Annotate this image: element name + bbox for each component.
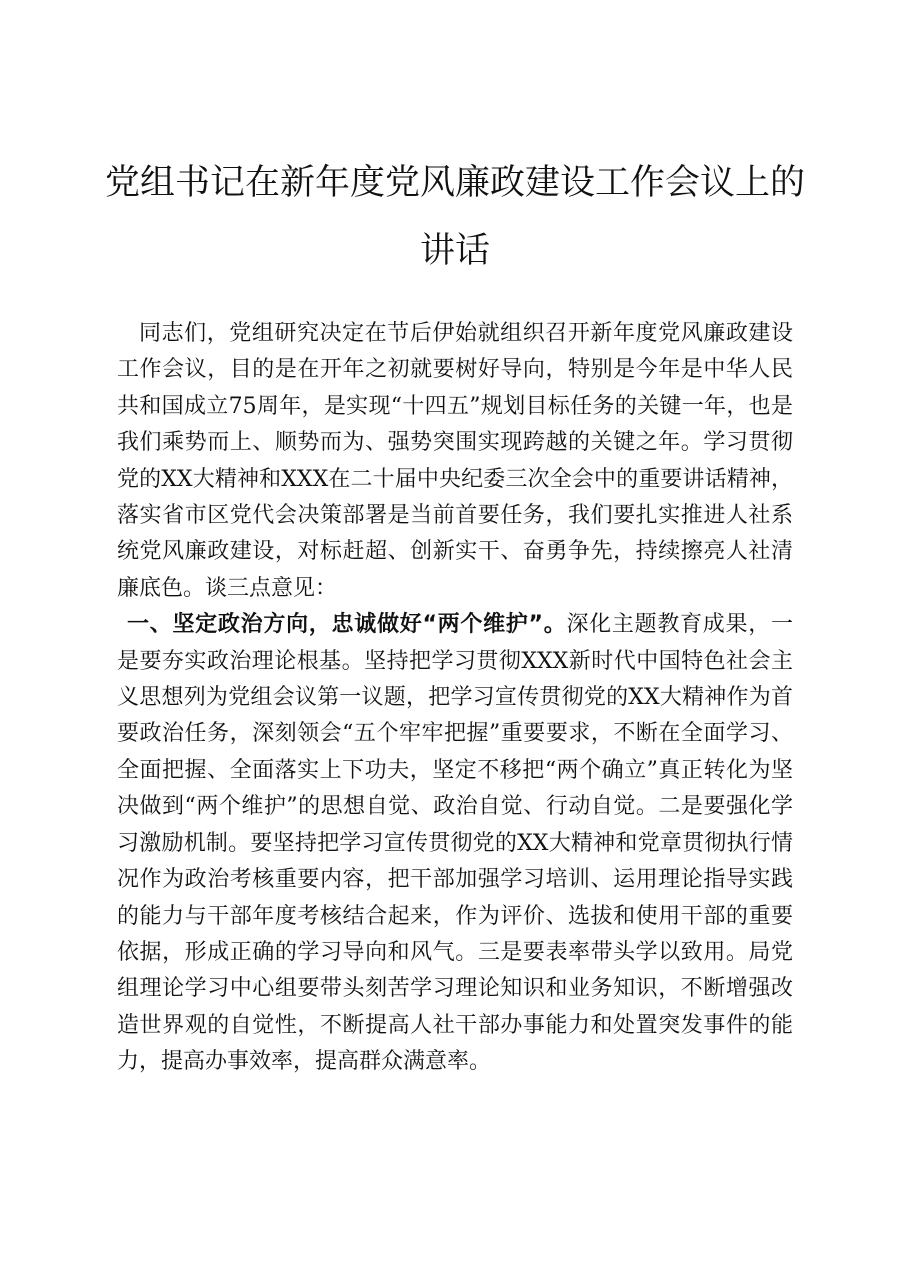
section-1-body: 深化主题教育成果，一是要夯实政治理论根基。坚持把学习贯彻XXX新时代中国特色社会主义思想列为党组会议第一议题，把学习宣传贯彻党的XX大精神作为首要政治任务，深刻领会“五个牢牢把握”重要要求，不断在全面学习、全面把握、全面落实上下功夫，坚定不移把“两个确立”真正转化为坚决做到“两个维护”的思想自觉、政治自觉、行动自觉。二是要强化学习激励机制。要坚持把学习宣传贯彻党的XX大精神和党章贯彻执行情况作为政治考核重要内容，把干部加强学习培训、运用理论指导实践的能力与干部年度考核结合起来，作为评价、选拔和使用干部的重要依据，形成正确的学习导向和风气。三是要表率带头学以致用。局党组理论学习中心组要带头刻苦学习理论知识和业务知识，不断增强改造世界观的自觉性，不断提高人社干部办事能力和处置突发事件的能力，提高办事效率，提高群众满意率。 (117, 612, 793, 1075)
section-1-heading: 一、坚定政治方向，忠诚做好“两个维护”。 (127, 612, 567, 638)
paragraph-section-1 (117, 607, 793, 1080)
paragraph-intro: 同志们，党组研究决定在节后伊始就组织召开新年度党风廉政建设工作会议，目的是在开年之初就要树好导向，特别是今年是中华人民共和国成立75周年，是实现“十四五”规划目标任务的关键一年，也是我们乘势而上、顺势而为、强势突围实现跨越的关键之年。学习贯彻党的XX大精神和XXX在二十届中央纪委三次全会中的重要讲话精神，落实省市区党代会决策部署是当前首要任务，我们要扎实推进人社系统党风廉政建设，对标赶超、创新实干、奋勇争先，持续擦亮人社清廉底色。谈三点意见： (117, 321, 793, 601)
document-body (117, 316, 793, 1081)
document-title-line-1: 党组书记在新年度党风廉政建设工作会议上的 (104, 163, 805, 203)
document-title-line-2: 讲话 (419, 231, 490, 271)
